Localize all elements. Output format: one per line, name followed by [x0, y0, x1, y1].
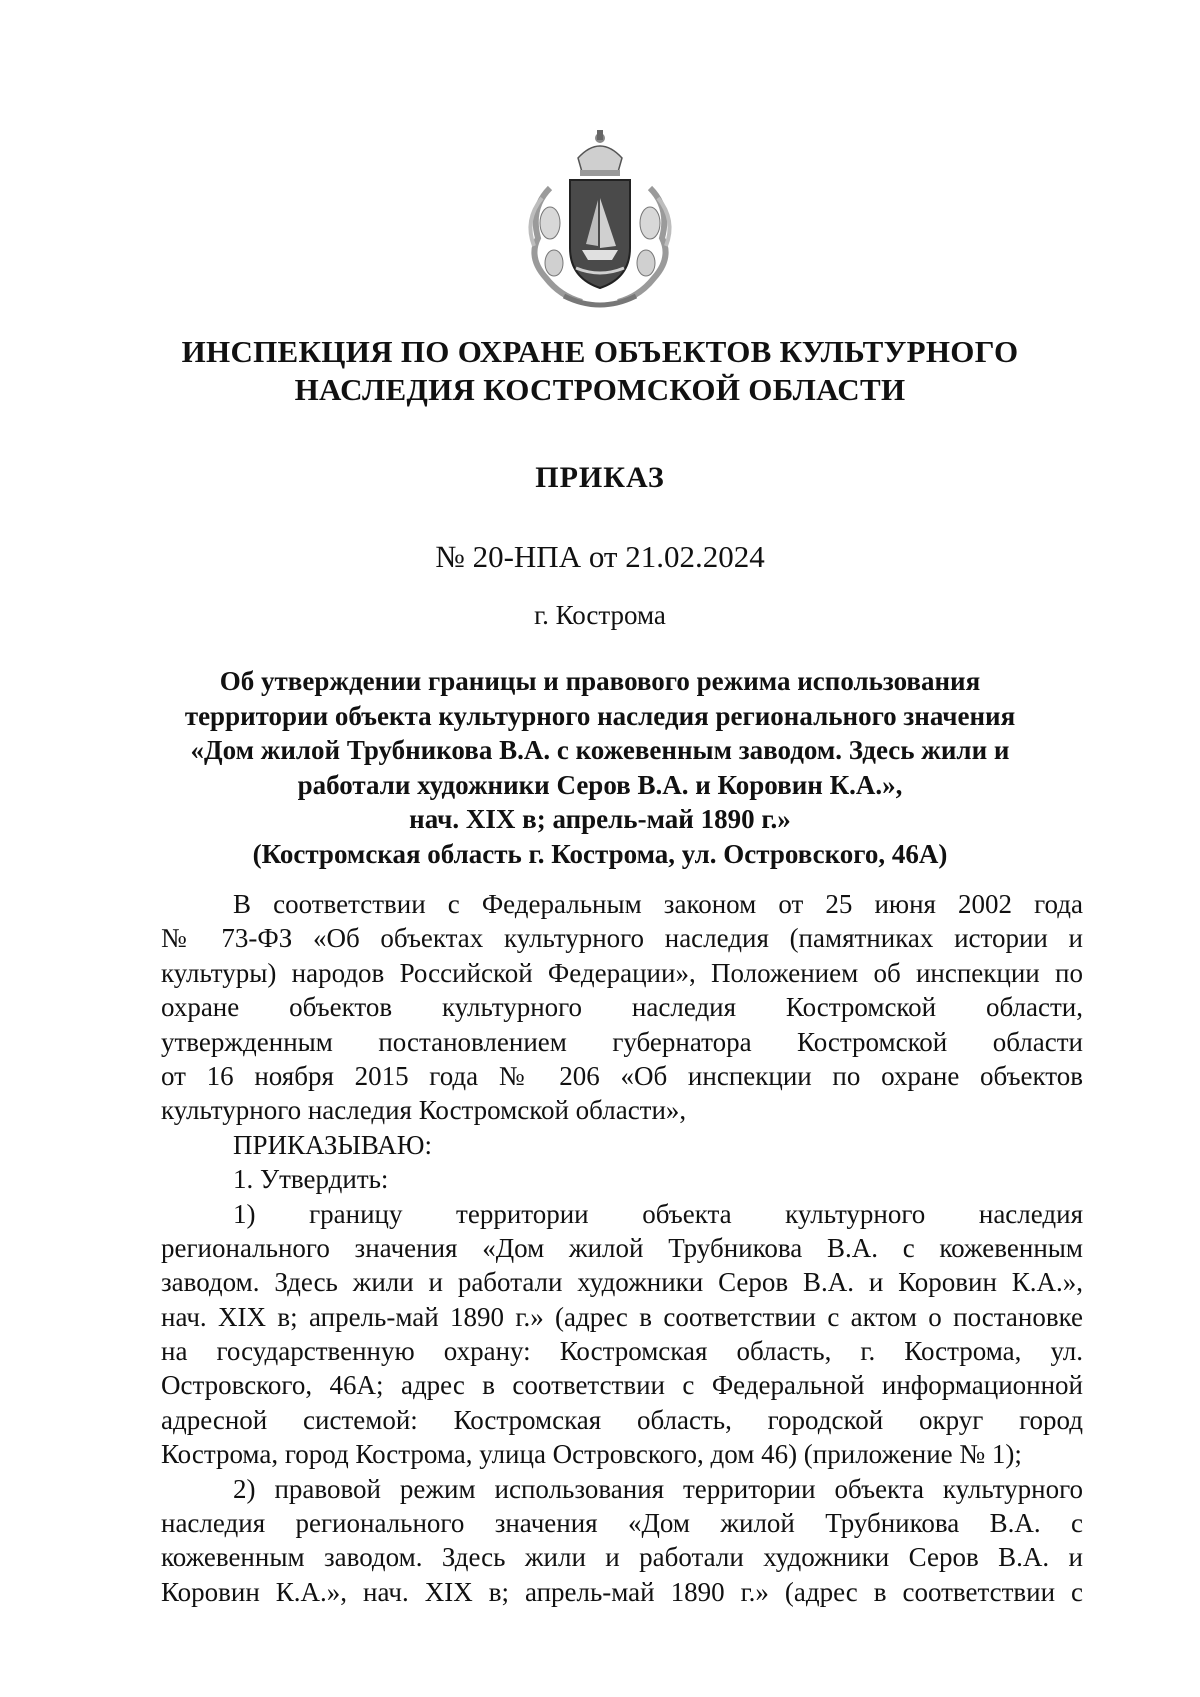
body-line: Коровин К.А.», нач. XIX в; апрель-май 1890 г.» (адрес в соответствии с [161, 1576, 1083, 1607]
body-line: от 16 ноября 2015 года № 206 «Об инспекции по охране объектов [161, 1060, 1083, 1091]
body-line: наследия регионального значения «Дом жилой Трубникова В.А. с [161, 1508, 1083, 1539]
body-line: заводом. Здесь жили и работали художники Серов В.А. и Коровин К.А.», [161, 1267, 1083, 1298]
body-line: кожевенным заводом. Здесь жили и работали художники Серов В.А. и [161, 1542, 1083, 1573]
body-line: 2) правовой режим использования территории объекта культурного [233, 1473, 1083, 1504]
body-line: Кострома, город Кострома, улица Островского, дом 46) (приложение № 1); [161, 1439, 1022, 1470]
agency-name-line-1: ИНСПЕКЦИЯ ПО ОХРАНЕ ОБЪЕКТОВ КУЛЬТУРНОГО [181, 334, 1019, 369]
body-line: регионального значения «Дом жилой Трубникова В.А. с кожевенным [161, 1232, 1083, 1263]
document-city: г. Кострома [534, 600, 666, 630]
body-line: 1. Утвердить: [233, 1164, 389, 1195]
document-type: ПРИКАЗ [535, 461, 665, 494]
body-line: Островского, 46А; адрес в соответствии с Федеральной информационной [161, 1370, 1083, 1401]
body-line: № 73-ФЗ «Об объектах культурного наследия (памятниках истории и [161, 923, 1083, 954]
title-line: Об утверждении границы и правового режима использования [219, 666, 981, 696]
document-body [161, 887, 1083, 1609]
body-line: культуры) народов Российской Федерации», Положением об инспекции по [161, 957, 1083, 988]
document-title [120, 664, 1080, 871]
body-line: нач. XIX в; апрель-май 1890 г.» (адрес в соответствии с актом о постановке [161, 1301, 1083, 1332]
title-line: «Дом жилой Трубникова В.А. с кожевенным заводом. Здесь жили и [190, 735, 1010, 765]
title-line: нач. XIX в; апрель-май 1890 г.» [409, 804, 791, 834]
body-line: ПРИКАЗЫВАЮ: [233, 1129, 432, 1160]
body-line: В соответствии с Федеральным законом от 25 июня 2002 года [233, 889, 1083, 919]
document-number: № 20-НПА от 21.02.2024 [435, 539, 765, 574]
body-line: адресной системой: Костромская область, городской округ город [161, 1404, 1083, 1435]
title-line: территории объекта культурного наследия регионального значения [184, 700, 1016, 731]
title-line: работали художники Серов В.А. и Коровин К.А.», [297, 769, 903, 800]
body-line: культурного наследия Костромской области», [161, 1095, 687, 1126]
coat-of-arms-emblem [520, 128, 680, 314]
agency-name [120, 333, 1080, 409]
title-line: (Костромская область г. Кострома, ул. Островского, 46А) [252, 838, 948, 869]
body-line: утвержденным постановлением губернатора Костромской области [161, 1026, 1083, 1057]
agency-name-line-2: НАСЛЕДИЯ КОСТРОМСКОЙ ОБЛАСТИ [294, 372, 906, 407]
body-line: на государственную охрану: Костромская область, г. Кострома, ул. [161, 1336, 1083, 1367]
body-line: 1) границу территории объекта культурного наследия [233, 1198, 1083, 1229]
body-line: охране объектов культурного наследия Костромской области, [161, 992, 1083, 1023]
